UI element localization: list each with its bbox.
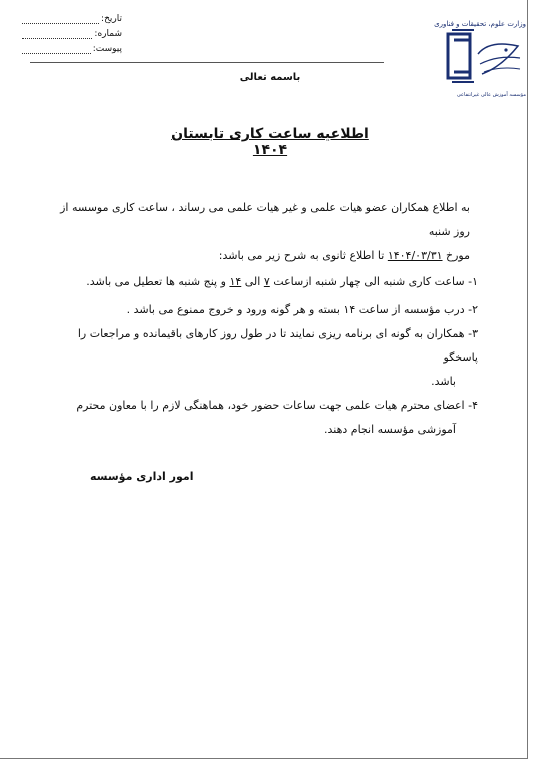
rule-item-3-continuation: باشد. <box>431 375 456 388</box>
header-divider <box>30 62 384 63</box>
bismillah-heading: باسمه تعالی <box>239 72 301 83</box>
rules-list <box>44 270 478 442</box>
logo-ministry-text: وزارت علوم، تحقیقات و فناوری <box>434 20 526 28</box>
rule-item-3: ۳- همکاران به گونه ای برنامه ریزی نمایند تا در طول روز کارهای باقیمانده و مراجعات را پاسخگو <box>77 327 478 364</box>
intro-paragraph <box>50 196 470 268</box>
logo-emblem-icon <box>440 20 528 100</box>
rule-item-1 <box>44 270 478 294</box>
date-blank <box>22 14 99 24</box>
logo-institute-text: مؤسسه آموزش عالی غیرانتفاعی <box>456 92 526 98</box>
rule-1-end-hour: ۱۴ <box>229 275 242 288</box>
attachment-label: پیوست: <box>92 44 122 54</box>
rule-1-prefix: ۱- ساعت کاری شنبه الی چهار شنبه ازساعت <box>269 275 478 288</box>
rule-item-4: ۴- اعضای محترم هیات علمی جهت ساعات حضور خود، هماهنگی لازم را با معاون محترم <box>76 399 478 412</box>
intro-date-prefix: مورخ <box>442 249 470 262</box>
date-field <box>22 10 122 24</box>
rule-item-4-continuation: آموزشی مؤسسه انجام دهند. <box>324 423 456 436</box>
date-label: تاریخ: <box>101 14 122 24</box>
intro-line-2 <box>50 244 470 268</box>
attachment-blank <box>22 44 91 54</box>
intro-line-1: به اطلاع همکاران عضو هیات علمی و غیر هیات علمی می رساند ، ساعت کاری موسسه از روز شنبه <box>60 201 470 238</box>
institute-logo <box>434 20 528 100</box>
announcement-title: اطلاعیه ساعت کاری تابستان ۱۴۰۴ <box>171 126 369 158</box>
letter-meta-fields <box>22 10 122 55</box>
number-label: شماره: <box>94 29 122 39</box>
number-field <box>22 25 122 39</box>
rule-1-suffix: و پنج شنبه ها تعطیل می باشد. <box>86 275 230 288</box>
page-border-right <box>527 0 528 758</box>
rule-item-2: ۲- درب مؤسسه از ساعت ۱۴ بسته و هر گونه ورود و خروج ممنوع می باشد . <box>126 303 478 316</box>
rule-1-mid: الی <box>241 275 264 288</box>
intro-date: ۱۴۰۴/۰۳/۳۱ <box>387 249 443 262</box>
intro-date-suffix: تا اطلاع ثانوی به شرح زیر می باشد: <box>218 249 388 262</box>
number-blank <box>22 29 92 39</box>
attachment-field <box>22 40 122 54</box>
page-border-bottom <box>0 758 528 759</box>
signature-office: امور اداری مؤسسه <box>90 470 194 483</box>
rule-1-start-hour: ۷ <box>263 275 270 288</box>
